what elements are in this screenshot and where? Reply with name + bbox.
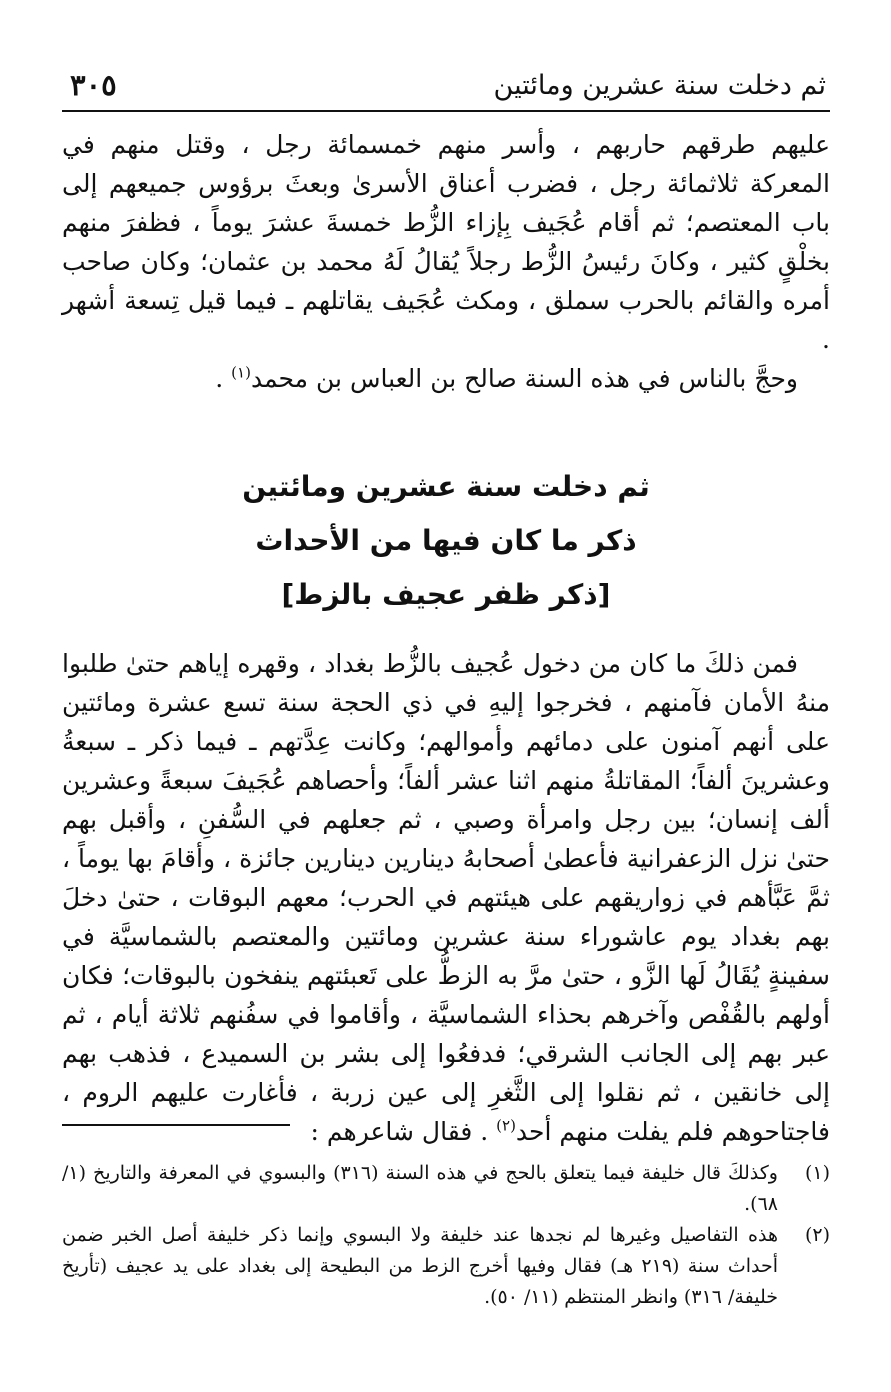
main-text-end: . فقال شاعرهم : [310, 1117, 497, 1146]
main-text-body: فمن ذلكَ ما كان من دخول عُجيف بالزُّط بغداد ، وقهره إياهم حتىٰ طلبوا منهُ الأمان فآمنهم ، فخرجوا إليهِ في ذي الحجة سنة تسع عشرة ومائتين على أنهم آمنون على دمائهم وأموالهم؛ وكانت عِدَّتهم ـ فيما ذكر ـ سبعةُ وعشرينَ ألفاً؛ المقاتلةُ منهم اثنا عشر ألفاً؛ وأحصاهم عُجَيفَ سبعةً وعشرين ألف إنسان؛ بين رجل وامرأة وصبي ، ثم جعلهم في السُّفنِ ، وأقبل بهم حتىٰ نزل الزعفرانية فأعطىٰ أصحابهُ دينارين دينارين جائزة ، وأقامَ بها يوماً ، ثمَّ عَبَّأهم في زواريقهم على هيئتهم في الحرب؛ معهم البوقات ، حتىٰ دخلَ بهم بغداد يوم عاشوراء سنة عشرين ومائتين والمعتصم بالشماسيَّة في سفينةٍ يُقَالُ لَها الزَّو ، حتىٰ مرَّ به الزطُّ على تَعبئتهم ينفخون بالبوقات؛ فكان أولهم بالقُفْص وآخرهم بحذاء الشماسيَّة ، وأقاموا في سفُنهم ثلاثة أيام ، ثم عبر بهم إلى الجانب الشرقي؛ فدفعُوا إلى بشر بن السميدع ، فذهب بهم إلى خانقين ، ثم نقلوا إلى الثَّغرِ إلى عين زربة ، فأغارت عليهم الروم ، فاجتاحوهم فلم يفلت منهم أحد [62, 649, 830, 1146]
year-heading: ثم دخلت سنة عشرين ومائتين [242, 470, 650, 503]
footnote-1 [62, 1158, 830, 1220]
footnote-2 [62, 1220, 830, 1313]
hajj-text: وحجَّ بالناس في هذه السنة صالح بن العباس بن محمد [250, 364, 798, 393]
footnote-ref-2: (٢) [496, 1116, 516, 1135]
footnote-ref-1: (١) [231, 363, 251, 382]
page-number: ٣٠٥ [70, 68, 117, 102]
running-header [62, 68, 830, 112]
events-heading: ذكر ما كان فيها من الأحداث [255, 524, 637, 557]
running-title: ثم دخلت سنة عشرين ومائتين [493, 70, 826, 101]
footnotes [62, 1158, 830, 1313]
section-headings [62, 460, 830, 622]
hajj-paragraph [62, 359, 830, 398]
subsection-heading: [ذكر ظفر عجيف بالزط] [281, 578, 611, 611]
footnote-number: (١) [804, 1162, 830, 1184]
body-paragraph: عليهم طرقهم حاربهم ، وأسر منهم خمسمائة رجل ، وقتل منهم في المعركة ثلاثمائة رجل ، فضرب أعناق الأسرىٰ وبعثَ برؤوس جميعهم إلى باب المعتصم؛ ثم أقام عُجَيف بِإزاء الزُّط خمسةَ عشرَ يوماً ، فظفرَ منهم بخلْقٍ كثير ، وكانَ رئيسُ الزُّط رجلاً يُقالُ لَهُ محمد بن عثمان؛ وكان صاحب أمره والقائم بالحرب سملق ، ومكث عُجَيف يقاتلهم ـ فيما قيل تِسعة أشهر . [62, 130, 830, 354]
footnote-divider [62, 1124, 290, 1126]
main-paragraph [62, 644, 830, 1151]
hajj-end: . [215, 364, 232, 393]
book-page [62, 58, 830, 1358]
footnote-text: وكذلكَ قال خليفة فيما يتعلق بالحج في هذه السنة (٣١٦) والبسوي في المعرفة والتاريخ (١/ ٦٨). [62, 1162, 778, 1215]
footnote-text: هذه التفاصيل وغيرها لم نجدها عند خليفة ولا البسوي وإنما ذكر خليفة أصل الخبر ضمن أحداث سنة (٢١٩ هـ) فقال وفيها أخرج الزط من البطيحة إلى بغداد على يد عجيف (تأريخ خليفة/ ٣١٦) وانظر المنتظم (١١/ ٥٠). [62, 1224, 778, 1308]
main-text [62, 125, 830, 1151]
footnote-number: (٢) [804, 1224, 830, 1246]
